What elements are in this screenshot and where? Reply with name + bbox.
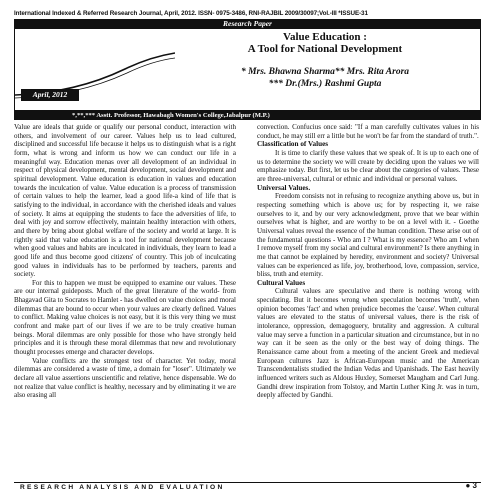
page-number: ● 3 (465, 481, 477, 490)
section-heading-universal: Universal Values. (257, 183, 311, 192)
section-heading-cultural: Cultural Values (257, 278, 306, 287)
left-paragraph-2: For this to happen we must be equipped to examine our values. These are our internal guideposts. Much of the great literature of the world- from Bhagavad Gita to Socrates to Hamlet - has dwelled on value choices and moral dilemmas that are bound to occur when your values are clearly defined. Values to conflict. Making value choices is not easy, but it is this very thing we must confront and make part of our lives if we are to be truly creative human beings. Moral dilemmas are only possible for those who have strongly held principles and it is through these moral dilemmas that new and revolutionary thought processes emerge and character develops. (14, 278, 236, 357)
right-paragraph-3: Cultural values are speculative and there is nothing wrong with speculating. But it becomes wrong when speculation becomes 'truth', when opinion becomes 'fact' and when prejudice becomes the 'cause'. When cultural values are elevated to the status of universal values, there is the risk of intolerance, oppression, demagoguery, brutality and aggression. A cultural value may serve a function in a particular situation and circumstance, but in no way can it be seen as the only or the best way of doing things. The Renaissance came about from a meeting of the ancient Greek and medieval European cultures Jazz is African-European music and the American Transcendentalists studied the Indian Vedas and Upanishads. The East heavily influenced writers such as Aldous Huxley, Somerset Maugham and Carl Jung. Gandhi drew inspiration from Tolstoy, and Martin Luther King Jr. was in turn, deeply affected by Gandhi. (257, 287, 479, 400)
left-paragraph-1: Value are ideals that guide or qualify our personal conduct, interaction with others, and involvement of our career. Values help us to lead cultured, disciplined and successful life because it helps us to distinguish what is a right form, what is wrong and inform us how we can conduct our life in a meaningful way. Education menas over all development of an individual in respect of physical development, mental development, social development and spiritual development. Value education is education in values and education towards the inculcation of value. Value education is a process of transmission of certain values to help the learner, lead a good life-a kind of life that is satisfying to the individual, in accordance with the cherished ideals and values of society. It aims at equipping the students to face the adversities of life, to deal with joy and sorrow effectively, maintain healthy interaction with others, and there by bring about global welfare of the society and world at large. It is rightly said that value education is a tool for national development because when good values and habits are inculcated in individuals, they learn to lead a good life and thus become good citizens' of country. This job of inculcating good values in individuals has to be performed by teachers, parents and society. (14, 123, 236, 279)
left-paragraph-3: Value conflicts are the strongest test of character. Yet today, moral dilemmas are considered a waste of time, a domain for "loser". Ultimately we declare all value assertions unscientific and relative, hence dispensable. We do not realize that value conflict is healthy, necessary and by eliminating it we are also erasing all (14, 356, 236, 400)
date-badge: April, 2012 (21, 89, 79, 101)
right-column (257, 123, 479, 400)
authors-line2: *** Dr.(Mrs.) Rashmi Gupta (268, 79, 382, 89)
title-block (14, 29, 481, 111)
left-column (14, 123, 236, 400)
right-paragraph-2: Freedom consists not in refusing to recognize anything above us, but in respecting something which is above us; for by respecting it, we raise ourselves to it, and by our very acknowledgment, prove that we bear within ourselves what is higher, and are worthy to be on a level with it. - Goethe Universal values reveal the essence of the human condition. These arise out of the fundamental questions - Who am I ? What is my essence? Who am I when I remove myself from my social and cultural environment? Is there anything in me that cannot be explained by heredity, environment and society? Universal values can be experienced as life, joy, brotherhood, love, compassion, service, bliss, truth and eternity. (257, 192, 479, 279)
page-number-value: 3 (472, 481, 477, 490)
affiliation-bar: *,**,*** Asstt. Professor, Hawabagh Women's College,Jabalpur (M.P.) (14, 111, 481, 120)
right-intro-paragraph: convection. Confucius once said: "If a man carefully cultivates values in his conduct, he may still err a little but he won't be far from the standard of truth.". (257, 123, 479, 140)
paper-title-line1: Value Education : (283, 31, 367, 43)
section-heading-classification: Classification of Values (257, 140, 329, 149)
section-label-bar: Research Paper (14, 19, 481, 29)
right-paragraph-1: It is time to clarify these values that we speak of. It is up to each one of us to determine the society we will create by deciding upon the values we will emphasize today. But first, let us be clear about the categories of values. These are three-universal, cultural or ethnic and individual or personal values. (257, 148, 479, 183)
page-footer (14, 482, 481, 492)
footer-text: RESEARCH ANALYSIS AND EVALUATION (20, 484, 225, 491)
authors-line1: * Mrs. Bhawna Sharma** Mrs. Rita Arora (240, 67, 410, 77)
paper-title-line2: A Tool for National Development (247, 43, 403, 55)
journal-header: International Indexed & Referred Research Journal, April, 2012. ISSN- 0975-3486, RNI-RAJBIL 2009/30097;Vol.-III *ISSUE-31 (14, 10, 368, 17)
